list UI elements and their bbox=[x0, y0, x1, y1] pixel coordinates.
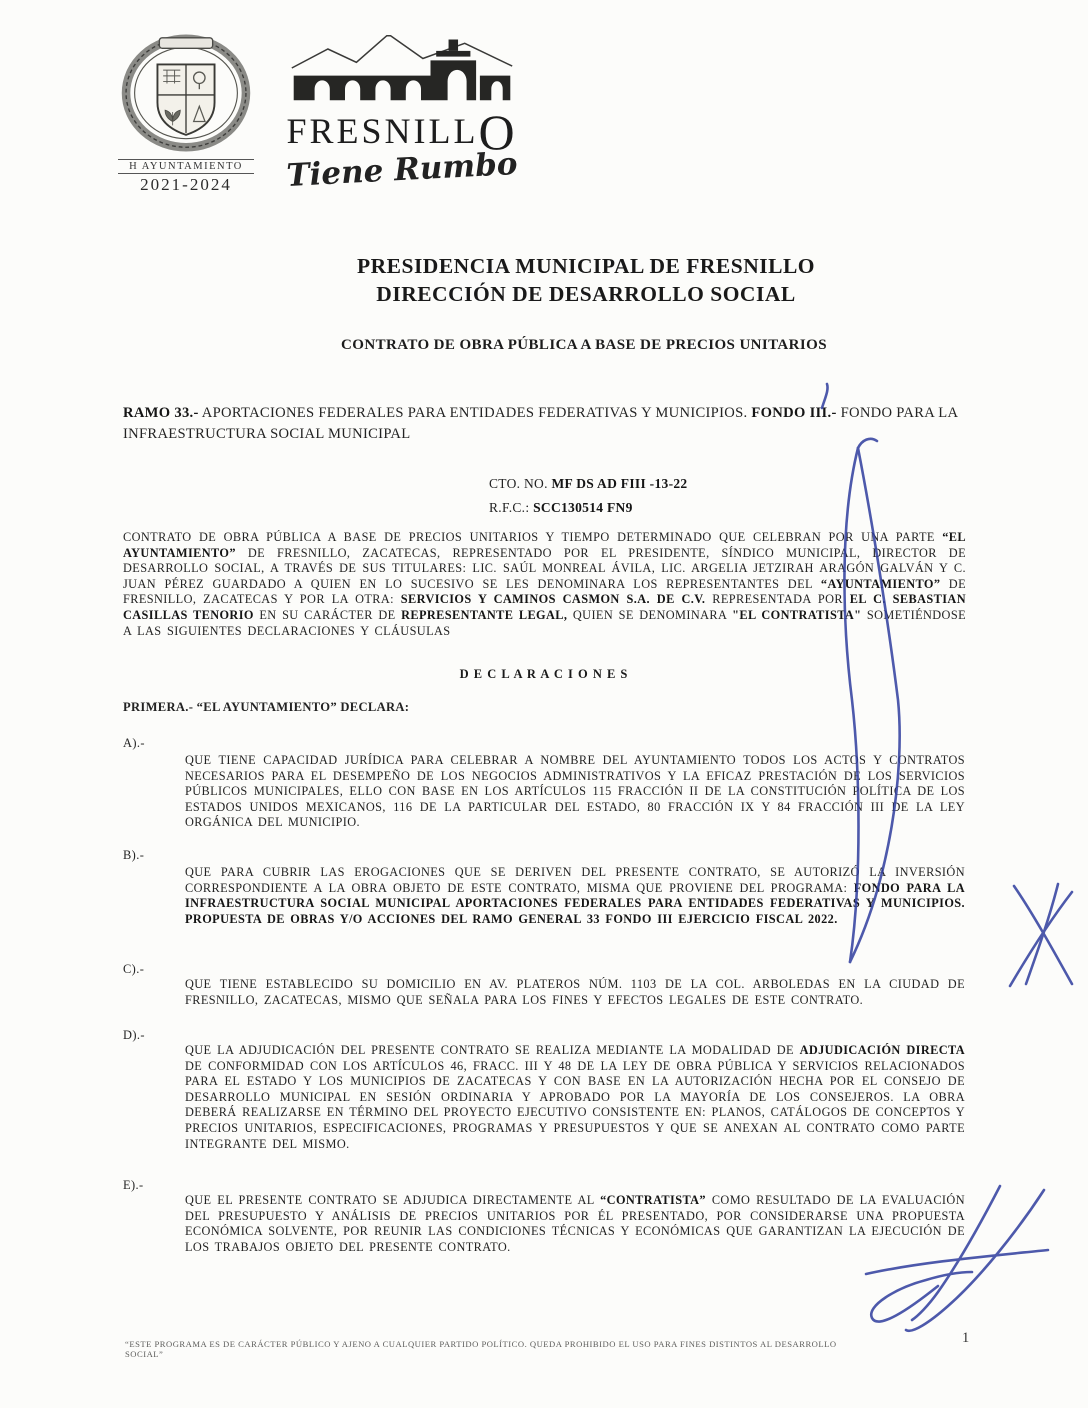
fresnillo-wordmark bbox=[268, 104, 536, 160]
item-e-paragraph: QUE EL PRESENTE CONTRATO SE ADJUDICA DIRECTAMENTE AL “CONTRATISTA” COMO RESULTADO DE LA EVALUACIÓN DEL PRESUPUESTO Y ANÁLISIS DE PRECIOS UNITARIOS POR ÉL PRESENTADO, POR CONSIDERARSE UNA PROPUESTA ECONÓMICA SOLVENTE, POR REUNIR LAS CONDICIONES TÉCNICAS Y ECONÓMICAS QUE GARANTIZAN LA EJECUCIÓN DE LOS TRABAJOS OBJETO DEL PRESENTE CONTRATO. bbox=[185, 1193, 965, 1254]
aqueduct-icon bbox=[284, 30, 520, 106]
logo-tagline: Tiene Rumbo bbox=[285, 145, 519, 195]
contract-rfc: R.F.C.: SCC130514 FN9 bbox=[489, 500, 633, 515]
fresnillo-logo bbox=[268, 30, 536, 195]
item-c-label: C).- bbox=[123, 962, 145, 976]
document-subtitle: CONTRATO DE OBRA PÚBLICA A BASE DE PRECIOS UNITARIOS bbox=[341, 337, 827, 353]
pen-signature-loop bbox=[871, 1272, 972, 1322]
intro-paragraph: CONTRATO DE OBRA PÚBLICA A BASE DE PRECIOS UNITARIOS Y TIEMPO DETERMINADO QUE CELEBRAN POR UNA PARTE “EL AYUNTAMIENTO” DE FRESNILLO, ZACATECAS, REPRESENTADO POR EL PRESIDENTE, SÍNDICO MUNICIPAL, DIRECTOR DE DESARROLLO SOCIAL, A TRAVÉS DE SUS TITULARES: LIC. SAÚL MONREAL ÁVILA, LIC. ARGELIA JETZIRAH ARAGÓN GALVÁN Y C. JUAN PÉREZ GUARDADO A QUIEN EN LO SUCESIVO SE LES DENOMINARA LOS REPRESENTANTES DEL “AYUNTAMIENTO” DE FRESNILLO, ZACATECAS Y POR LA OTRA: SERVICIOS Y CAMINOS CASMON S.A. DE C.V. REPRESENTADA POR EL C. SEBASTIAN CASILLAS TENORIO EN SU CARÁCTER DE REPRESENTANTE LEGAL, QUIEN SE DENOMINARA "EL CONTRATISTA" SOMETIÉNDOSE A LAS SIGUIENTES DECLARACIONES Y CLÁUSULAS bbox=[123, 530, 966, 638]
title-line-1: PRESIDENCIA MUNICIPAL DE FRESNILLO bbox=[356, 254, 816, 278]
declaraciones-heading: D E C L A R A C I O N E S bbox=[459, 667, 629, 681]
ramo-heading: RAMO 33.- APORTACIONES FEDERALES PARA ENTIDADES FEDERATIVAS Y MUNICIPIOS. FONDO III.- FONDO PARA LA INFRAESTRUCTURA SOCIAL MUNICIPAL bbox=[123, 405, 958, 442]
item-a-label: A).- bbox=[123, 736, 145, 750]
footer-disclaimer: “ESTE PROGRAMA ES DE CARÁCTER PÚBLICO Y AJENO A CUALQUIER PARTIDO POLÍTICO. QUEDA PROHIBIDO EL USO PARA FINES DISTINTOS AL DESARROLLO SOCIAL” bbox=[125, 1339, 837, 1359]
pen-x-stroke-3 bbox=[1026, 884, 1058, 984]
item-c-paragraph: QUE TIENE ESTABLECIDO SU DOMICILIO EN AV. PLATEROS NÚM. 1103 DE LA COL. ARBOLEDAS EN LA CIUDAD DE FRESNILLO, ZACATECAS, MISMO QUE SEÑALA PARA LOS FINES Y EFECTOS LEGALES DE ESTE CONTRATO. bbox=[185, 977, 965, 1007]
item-b-paragraph: QUE PARA CUBRIR LAS EROGACIONES QUE SE DERIVEN DEL PRESENTE CONTRATO, SE AUTORIZÓ LA INVERSIÓN CORRESPONDIENTE A LA OBRA OBJETO DE ESTE CONTRATO, MISMA QUE PROVIENE DEL PROGRAMA: FONDO PARA LA INFRAESTRUCTURA SOCIAL MUNICIPAL APORTACIONES FEDERALES PARA ENTIDADES FEDERATIVAS Y MUNICIPIOS. PROPUESTA DE OBRAS Y/O ACCIONES DEL RAMO GENERAL 33 FONDO III EJERCICIO FISCAL 2022. bbox=[185, 865, 965, 926]
crest-years: 2021-2024 bbox=[140, 175, 232, 194]
municipal-crest bbox=[110, 34, 262, 195]
crest-caption: H AYUNTAMIENTO bbox=[118, 159, 254, 174]
page-number: 1 bbox=[962, 1330, 970, 1346]
title-line-2: DIRECCIÓN DE DESARROLLO SOCIAL bbox=[376, 282, 796, 306]
crest-emblem-icon bbox=[116, 34, 256, 152]
pen-x-stroke-2 bbox=[1010, 892, 1072, 986]
wordmark-text: FRESNILL bbox=[286, 111, 479, 151]
contract-number: CTO. NO. MF DS AD FIII -13-22 bbox=[489, 476, 688, 491]
item-d-paragraph: QUE LA ADJUDICACIÓN DEL PRESENTE CONTRATO SE REALIZA MEDIANTE LA MODALIDAD DE ADJUDICACIÓN DIRECTA DE CONFORMIDAD CON LOS ARTÍCULOS 46, FRACC. III Y 48 DE LA LEY DE OBRA PÚBLICA Y SERVICIOS RELACIONADOS PARA EL ESTADO Y LOS MUNICIPIOS DE ZACATECAS Y CON BASE EN LA AUTORIZACIÓN HECHA POR EL CONSEJO DE DESARROLLO MUNICIPAL EN SESIÓN ORDINARIA Y APROBADO POR LA MAYORÍA DE LOS CONSEJEROS. LA OBRA DEBERÁ REALIZARSE EN TÉRMINO DEL PROYECTO EJECUTIVO CONSISTENTE EN: PLANOS, CATÁLOGOS DE CONCEPTOS Y PRECIOS UNITARIOS, ESPECIFICACIONES, PROGRAMAS Y PRESUPUESTOS Y QUE SE ANEXAN AL CONTRATO COMO PARTE INTEGRANTE DEL MISMO. bbox=[185, 1043, 965, 1151]
pen-annotations bbox=[822, 384, 1072, 1331]
contract-identifiers bbox=[489, 472, 687, 520]
wordmark-big-o: O bbox=[478, 104, 518, 160]
item-d-label: D).- bbox=[123, 1028, 145, 1042]
primera-heading: PRIMERA.- “EL AYUNTAMIENTO” DECLARA: bbox=[123, 700, 410, 714]
item-a-paragraph: QUE TIENE CAPACIDAD JURÍDICA PARA CELEBRAR A NOMBRE DEL AYUNTAMIENTO TODOS LOS ACTOS Y CONTRATOS NECESARIOS PARA EL DESEMPEÑO DE LOS NEGOCIOS ADMINISTRATIVOS Y LA EFICAZ PRESTACIÓN DE LOS SERVICIOS PÚBLICOS MUNICIPALES, ELLO CON BASE EN LOS ARTÍCULOS 115 FRACCIÓN II DE LA CONSTITUCIÓN POLÍTICA DE LOS ESTADOS UNIDOS MEXICANOS, 116 DE LA PARTICULAR DEL ESTADO, 80 FRACCIÓN IX Y 84 FRACCIÓN III DE LA LEY ORGÁNICA DEL MUNICIPIO. bbox=[185, 753, 965, 830]
item-e-label: E).- bbox=[123, 1178, 144, 1192]
pen-x-stroke-1 bbox=[1014, 886, 1072, 984]
item-b-label: B).- bbox=[123, 848, 145, 862]
document-title bbox=[84, 252, 1088, 308]
